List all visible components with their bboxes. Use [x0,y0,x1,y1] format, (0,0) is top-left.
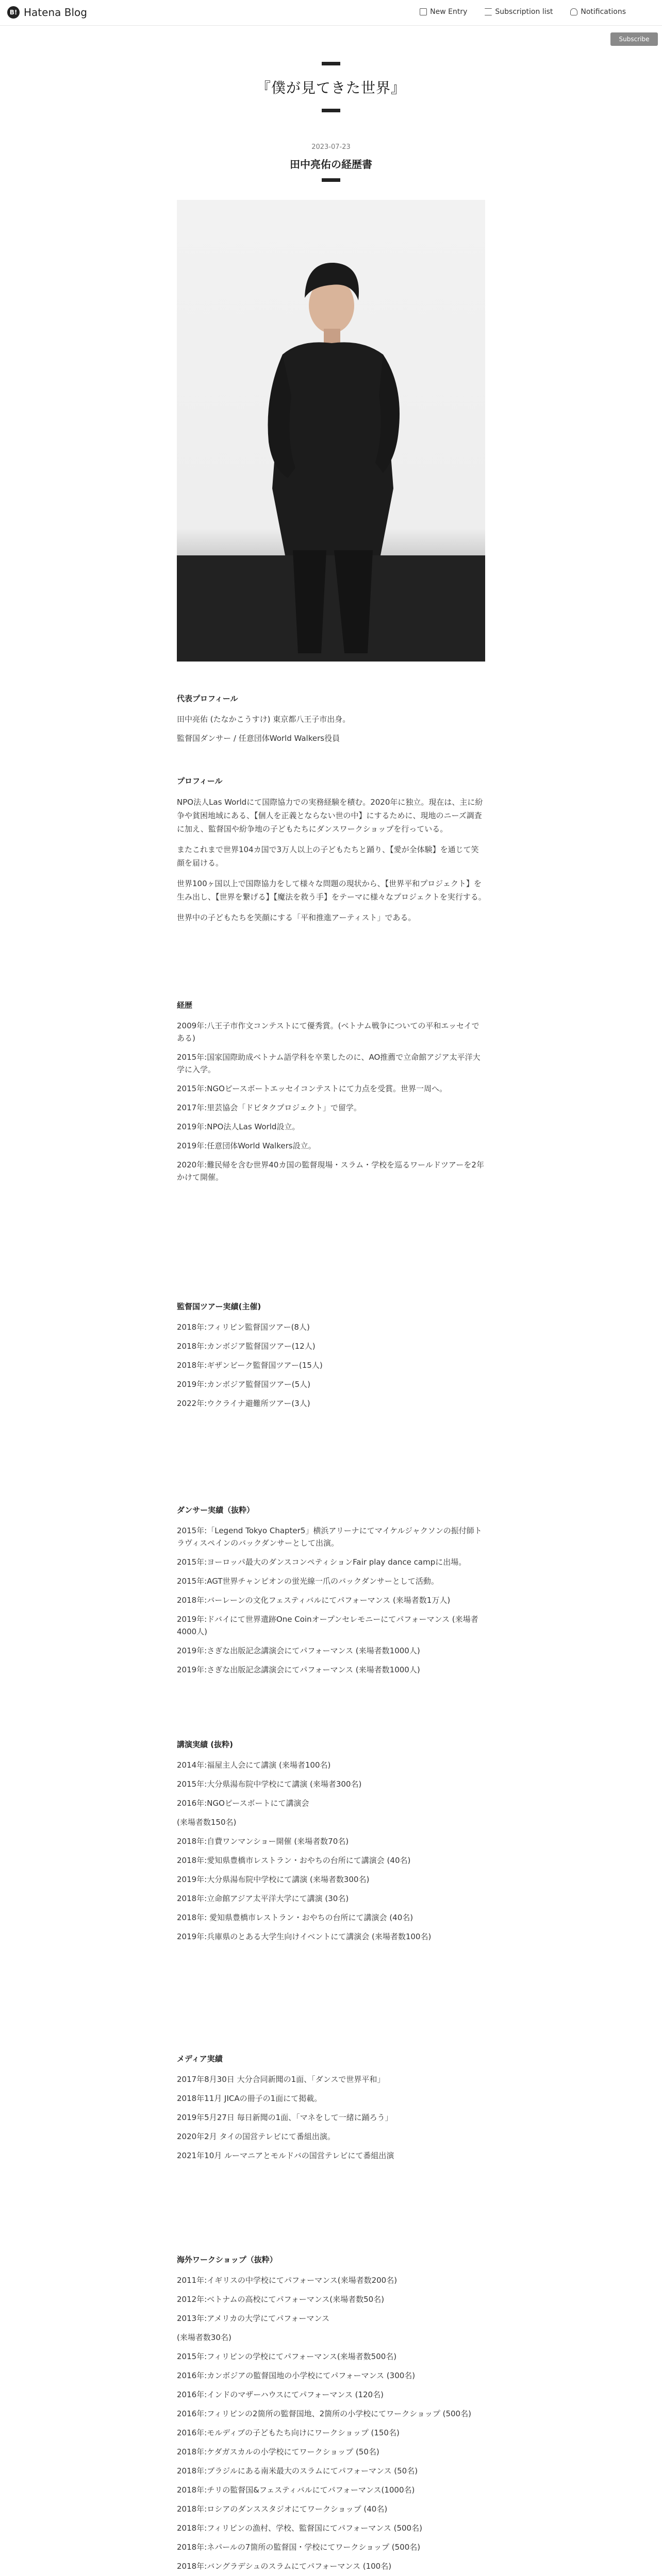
dance-item: 2019年:さぎな出版記念講演会にてパフォーマンス (来場者数1000人) [177,1665,420,1674]
dance-item: 2019年:さぎな出版記念講演会にてパフォーマンス (来場者数1000人) [177,1646,420,1655]
workshop-item: 2016年:フィリピンの2箇所の監督国地、2箇所の小学校にてワークショップ (500名) [177,2409,471,2418]
new-entry-link[interactable] [420,8,467,16]
bell-icon [570,8,577,15]
representative-profile-heading: 代表プロフィール [177,694,238,703]
title-dash-bottom [322,109,340,112]
lecture-item: 2018年:自費ワンマンショー開催 (来場者数70名) [177,1837,349,1846]
title-dash-top [322,62,340,65]
workshop-item: 2016年:モルディブの子どもたち向けにワークショップ (150名) [177,2428,400,2437]
hatena-blog-home-link[interactable] [7,6,87,19]
media-item: 2018年11月 JICAの冊子の1面にて掲載。 [177,2094,322,2103]
tour-item: 2018年:フィリピン監督国ツアー(8人) [177,1323,310,1332]
profile-detail-section [177,775,486,924]
list-icon [485,8,492,15]
dance-item: 2015年:ヨーロッパ最大のダンスコンペティションFair play dance campに出場。 [177,1557,467,1567]
post-date[interactable]: 2023-07-23 [311,143,351,151]
lecture-item: 2014年:福屋主人会にて講演 (来場者100名) [177,1760,331,1770]
workshop-item: 2018年:ブラジルにある南米最大のスラムにてパフォーマンス (50名) [177,2466,418,2476]
lecture-item: (来場者数150名) [177,1818,237,1827]
lectures-heading: 講演実績 (抜粋) [177,1740,233,1749]
tour-item: 2018年:カンボジア監督国ツアー(12人) [177,1342,316,1351]
profile-line-role: 監督国ダンサー / 任意団体World Walkers役員 [177,734,340,743]
workshop-item: 2018年:バングラデシュのスラムにてパフォーマンス (100名) [177,2562,392,2571]
tours-heading: 監督国ツアー実績(主催) [177,1302,261,1311]
profile-paragraph-4: 世界中の子どもたちを笑顔にする「平和推進アーティスト」である。 [177,913,416,922]
subscribe-button[interactable]: Subscribe [610,32,658,46]
career-item: 2019年:NPO法人Las World設立。 [177,1122,300,1131]
blog-title[interactable]: 『僕が見てきた世界』 [256,79,406,96]
tour-item: 2019年:カンボジア監督国ツアー(5人) [177,1380,311,1389]
workshop-item: 2013年:アメリカの大学にてパフォーマンス [177,2314,329,2323]
new-entry-label: New Entry [430,8,468,16]
notifications-label: Notifications [581,8,626,16]
subscription-list-link[interactable] [485,8,553,16]
workshop-item: 2018年:チリの監督国&フェスティバルにてパフォーマンス(1000名) [177,2485,415,2495]
pencil-icon [420,8,427,15]
lecture-item: 2019年:兵庫県のとある大学生向けイベントにて講演会 (来場者数100名) [177,1932,432,1941]
tour-item: 2022年:ウクライナ避難所ツアー(3人) [177,1399,310,1408]
career-item: 2015年:NGOピースボートエッセイコンテストにて力点を受賞。世界一周へ。 [177,1084,447,1093]
profile-photo [177,200,485,662]
hatena-logo-icon: B! [7,6,20,19]
top-bar [0,0,662,26]
profile-detail-heading: プロフィール [177,776,223,786]
media-section [177,2053,486,2168]
workshop-item: 2016年:カンボジアの監督国地の小学校にてパフォーマンス (300名) [177,2371,416,2380]
dance-section [177,1504,486,1683]
career-item: 2009年:八王子市作文コンテストにて優秀賞。(ベトナム戦争についての平和エッセイである) [177,1021,479,1043]
subscription-list-label: Subscription list [495,8,553,16]
career-item: 2019年:任意団体World Walkers設立。 [177,1141,316,1150]
top-navigation [420,8,626,16]
person-figure [177,200,485,662]
workshop-item: 2018年:ロシアのダンススタジオにてワークショップ (40名) [177,2504,388,2514]
workshop-item: 2018年:フィリピンの漁村、学校、監督国にてパフォーマンス (500名) [177,2523,422,2533]
notifications-link[interactable] [570,8,626,16]
lectures-section [177,1739,486,1950]
workshops-section [177,2254,486,2576]
career-item: 2015年:国家国際助成ベトナム語学科を卒業したのに、AO推薦で立命館アジア太平洋大学に入学。 [177,1053,481,1074]
post-title[interactable]: 田中亮佑の経歴書 [290,158,372,171]
workshop-item: (来場者数30名) [177,2333,231,2342]
workshop-item: 2015年:フィリピンの学校にてパフォーマンス(来場者数500名) [177,2352,397,2361]
lecture-item: 2018年:立命館アジア太平洋大学にて講演 (30名) [177,1894,349,1903]
tour-item: 2018年:ギザンビーク監督国ツアー(15人) [177,1361,323,1370]
lecture-item: 2018年: 愛知県豊橋市レストラン・おやちの台所にて講演会 (40名) [177,1913,413,1922]
career-item: 2020年:難民帰を含む世界40カ国の監督現場・スラム・学校を巡るワールドツアーを2年かけて開催。 [177,1160,484,1182]
lecture-item: 2016年:NGOピースボートにて講演会 [177,1799,309,1808]
dance-item: 2015年:AGT世界チャンピオンの蛍光線一爪のバックダンサーとして活動。 [177,1577,439,1586]
dance-heading: ダンサー実績（抜粋） [177,1505,255,1515]
blog-header [0,62,662,112]
profile-paragraph-2: またこれまで世界104カ国で3万人以上の子どもたちと踊り、【愛が全体験】を通じて笑顔を届ける。 [177,845,479,868]
representative-profile-section [177,693,486,751]
career-section [177,999,486,1190]
profile-paragraph-1: NPO法人Las Worldにて国際協力での実務経験を積む。2020年に独立。現在は、主に紛争や貧困地域にある、【個人を正義とならない世の中】にするために、現地のニーズ調査に加え、監督国や紛争地の子どもたちにダンスワークショップを行っている。 [177,798,483,834]
career-item: 2017年:里芸協会「ドビタクプロジェクト」で留学。 [177,1103,361,1112]
workshop-item: 2011年:イギリスの中学校にてパフォーマンス(来場者数200名) [177,2276,398,2285]
media-heading: メディア実績 [177,2054,223,2063]
workshop-item: 2016年:インドのマザーハウスにてパフォーマンス (120名) [177,2390,384,2399]
post-title-dash [322,178,340,182]
media-item: 2020年2月 タイの国営テレビにて番組出演。 [177,2132,335,2141]
lecture-item: 2018年:愛知県豊橋市レストラン・おやちの台所にて講演会 (40名) [177,1856,411,1865]
media-item: 2017年8月30日 大分合同新聞の1面、「ダンスで世界平和」 [177,2075,385,2084]
workshop-item: 2012年:ベトナムの高校にてパフォーマンス(来場者数50名) [177,2295,385,2304]
profile-line-name: 田中亮佑 (たなかこうすけ) 東京都八王子市出身。 [177,715,351,724]
dance-item: 2015年:「Legend Tokyo Chapter5」横浜アリーナにてマイケルジャクソンの振付師トラヴィスペインのバックダンサーとして出演。 [177,1526,482,1548]
tours-section [177,1301,486,1416]
media-item: 2019年5月27日 毎日新聞の1面、「マネをして一緒に踊ろう」 [177,2113,393,2122]
workshop-item: 2018年:ネパールの7箇所の監督国・学校にてワークショップ (500名) [177,2543,421,2552]
brand-text: Hatena Blog [24,6,87,19]
profile-paragraph-3: 世界100ヶ国以上で国際協力をして様々な問題の現状から、【世界平和プロジェクト】を生み出し、【世界を繋げる】【魔法を救う手】をテーマに様々なプロジェクトを実行する。 [177,879,486,902]
career-heading: 経歴 [177,1001,193,1010]
workshop-item: 2018年:ケダガスカルの小学校にてワークショップ (50名) [177,2447,379,2456]
dance-item: 2019年:ドバイにて世界遺跡One Coinオープンセレモニーにてパフォーマンス (来場者4000人) [177,1615,478,1636]
dance-item: 2018年:バーレーンの文化フェスティバルにてパフォーマンス (来場者数1万人) [177,1596,451,1605]
lecture-item: 2015年:大分県湯布院中学校にて講演 (来場者300名) [177,1780,362,1789]
lecture-item: 2019年:大分県湯布院中学校にて講演 (来場者数300名) [177,1875,370,1884]
media-item: 2021年10月 ルーマニアとモルドバの国営テレビにて番組出演 [177,2151,394,2160]
workshops-heading: 海外ワークショップ（抜粋） [177,2255,277,2264]
